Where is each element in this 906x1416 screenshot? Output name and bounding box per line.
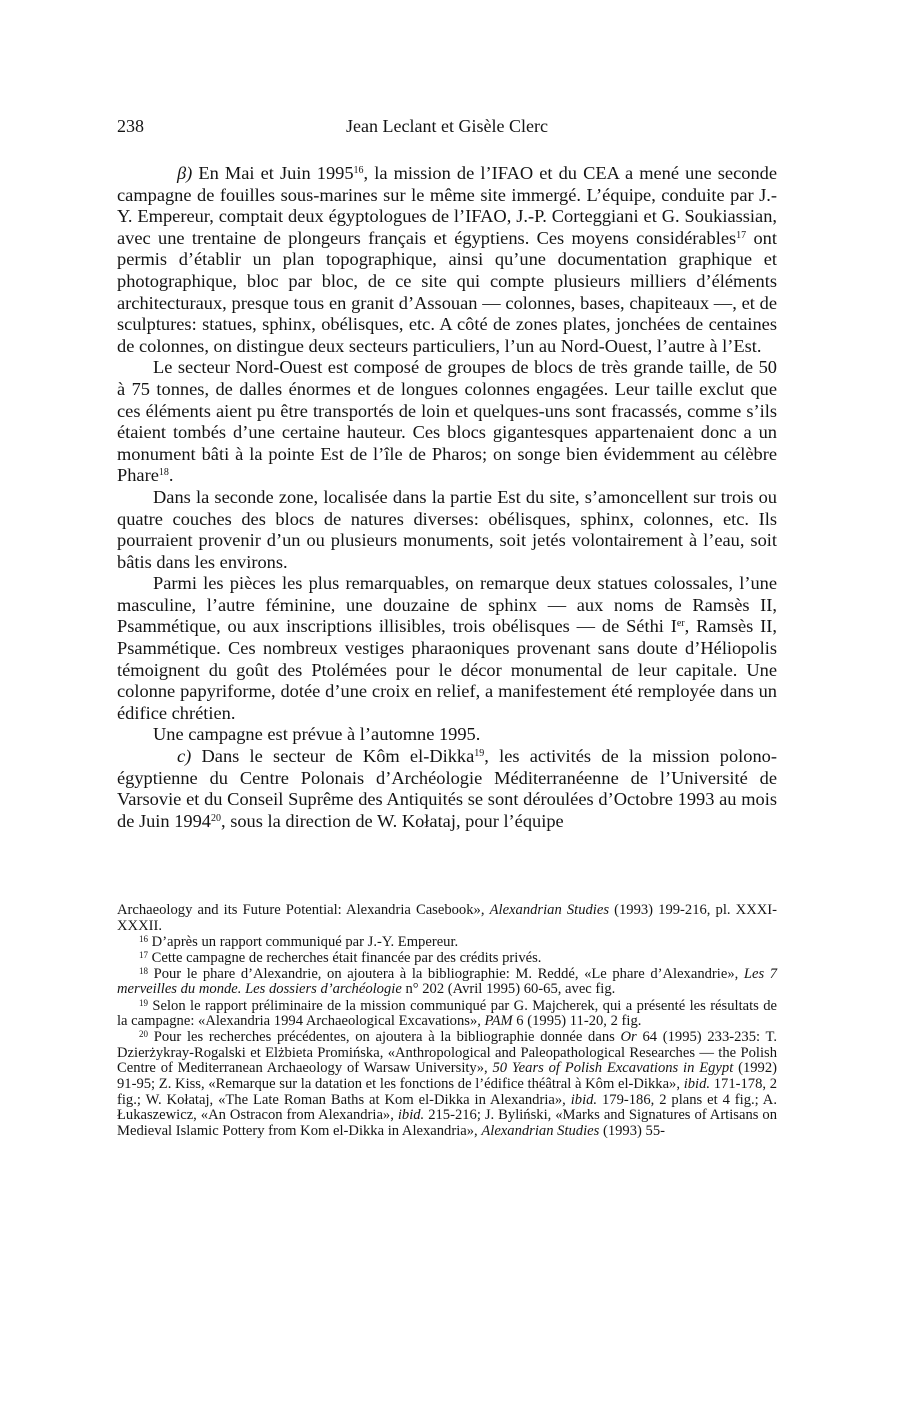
footnote-number: 19	[139, 997, 148, 1008]
paragraph-remarkable-pieces	[117, 573, 777, 724]
footnote-number: 20	[139, 1029, 148, 1040]
text-span: En Mai et Juin 1995	[192, 163, 354, 183]
text-span: 179-186, 2 plans et 4 fig.; A. Łukaszewicz, «An Ostracon from Alexandria»,	[117, 1091, 777, 1124]
paragraph-north-west	[117, 357, 777, 487]
paragraph-beta	[117, 163, 777, 357]
text-span: 64 (1995) 233-235: T. Dzierżykray-Rogalski et Elżbieta Promińska, «Anthropological and Paleopathological Researches — the Polish Centre of Mediterranean Archaeology of Warsaw University»,	[117, 1029, 777, 1077]
section-label: β)	[177, 163, 193, 183]
text-span: 171-178, 2 fig.; W. Kołataj, «The Late Roman Baths at Kom el-Dikka in Alexandria»,	[117, 1076, 777, 1108]
text-span: Le secteur Nord-Ouest est composé de groupes de blocs de très grande taille, de 50 à 75 tonnes, de dalles énormes et de longues colonnes engagées. Leur taille exclut que ces éléments aient pu être transportés de loin et quelques-uns sont fracassés, comme s’ils étaient tombés d’une certaine hauteur. Ces blocs gigantesques appartenaient donc a un monument bâti à la pointe Est de l’île de Pharos; on songe bien évidemment au célèbre Phare	[117, 357, 777, 486]
text-span: Parmi les pièces les plus remarquables, on remarque deux statues colossales, l’une masculine, l’autre féminine, une douzaine de sphinx — aux noms de Ramsès II, Psammétique, ou aux inscriptions illisibles, trois obélisques — de Séthi I	[117, 573, 777, 637]
italic-title: Les 7 merveilles du monde. Les dossiers d’archéologie	[117, 965, 777, 998]
paragraph-campaign: Une campagne est prévue à l’automne 1995.	[153, 724, 481, 745]
footnote-number: 18	[139, 965, 148, 976]
text-span: Dans le secteur de Kôm el-Dikka	[191, 746, 475, 767]
italic-title: ibid.	[683, 1076, 711, 1093]
text-span: Cette campagne de recherches était financée par des crédits privés.	[148, 949, 542, 966]
text-span: .	[168, 465, 174, 486]
superscript-er: er	[676, 618, 685, 630]
paragraph-second-zone: Dans la seconde zone, localisée dans la partie Est du site, s’amoncellent sur trois ou quatre couches des blocs de natures diverses: obélisques, sphinx, colonnes, etc. Ils pourraient provenir d’un ou plusieurs monuments, soit jetés volontairement à l’eau, soit bâtis dans les environs.	[117, 486, 777, 572]
main-text	[117, 163, 777, 832]
note-ref-19: 19	[474, 748, 485, 760]
section-label: c)	[177, 746, 192, 767]
text-span: 6 (1995) 11-20, 2 fig.	[512, 1013, 642, 1030]
page-header	[117, 116, 777, 140]
text-span: Pour le phare d’Alexandrie, on ajoutera à la bibliographie: M. Reddé, «Le phare d’Alexandrie»,	[148, 965, 744, 982]
text-span: , la mission de l’IFAO et du CEA a mené une seconde campagne de fouilles sous-marines sur le même site immergé. L’équipe, conduite par J.-Y. Empereur, comptait deux égyptologues de l’IFAO, J.-P. Corteggiani et G. Soukiassian, avec une trentaine de plongeurs français et égyptiens. Ces moyens considérables	[117, 163, 777, 248]
text-span: ont permis d’établir un plan topographique, ainsi qu’une documentation graphique et photographique, bloc par bloc, de ce site qui compte plusieurs milliers d’éléments architecturaux, presque tous en granit d’Assouan — colonnes, bases, chapiteaux —, et de sculptures: statues, sphinx, obélisques, etc. A côté de zones plates, jonchées de centaines de colonnes, on distingue deux secteurs particuliers, l’un au Nord-Ouest, l’autre à l’Est.	[117, 227, 777, 356]
text-span: n° 202 (Avril 1995) 60-65, avec fig.	[401, 981, 616, 998]
italic-title: ibid.	[397, 1107, 425, 1124]
text-span: Pour les recherches précédentes, on ajoutera à la bibliographie donnée dans	[148, 1029, 621, 1046]
text-span: , sous la direction de W. Kołataj, pour l’équipe	[221, 810, 564, 831]
footnote-number: 17	[139, 949, 148, 960]
italic-title: Alexandrian Studies	[489, 902, 610, 918]
footnote-16	[117, 935, 777, 951]
text-span: 215-216; J. Byliński, «Marks and Signatures of Artisans on Medieval Islamic Pottery from Kom el-Dikka in Alexandria»,	[117, 1107, 777, 1139]
text-span: Selon le rapport préliminaire de la mission communiqué par G. Majcherek, qui a présenté les résultats de la campagne: «Alexandria 1994 Archaeological Excavations»,	[117, 997, 777, 1030]
italic-title: Alexandrian Studies	[481, 1122, 600, 1139]
italic-title: ibid.	[570, 1091, 598, 1108]
note-ref-18: 18	[158, 467, 169, 479]
italic-title: PAM	[484, 1013, 513, 1030]
page-number: 238	[117, 116, 144, 136]
text-span: D’après un rapport communiqué par J.-Y. Empereur.	[148, 933, 459, 950]
note-ref-17: 17	[736, 229, 747, 241]
note-ref-20: 20	[211, 812, 221, 824]
text-span: Archaeology and its Future Potential: Alexandria Casebook»,	[117, 902, 490, 918]
text-span: (1993) 55-	[599, 1122, 665, 1139]
footnote-number: 16	[139, 933, 148, 944]
running-title: Jean Leclant et Gisèle Clerc	[346, 116, 548, 136]
note-ref-16: 16	[353, 165, 364, 176]
text-span: , Ramsès II, Psammétique. Ces nombreux vestiges pharaoniques provenant sans doute d’Héliopolis témoignent du goût des Ptolémées pour le décor monumental de leur capitale. Une colonne papyriforme, dotée d’une croix en relief, a manifestement été remployée dans un édifice chrétien.	[117, 616, 777, 723]
text-span: , les activités de la mission polono-égyptienne du Centre Polonais d’Archéologie Méditerranéenne de l’Université de Varsovie et du Conseil Suprême des Antiquités se sont déroulées d’Octobre 1993 au mois de Juin 1994	[117, 746, 777, 831]
footnote-17	[117, 951, 777, 967]
paragraph-kom-el-dikka	[117, 746, 777, 832]
italic-title: 50 Years of Polish Excavations in Egypt	[492, 1060, 734, 1077]
footnote-19	[117, 999, 777, 1030]
footnote-continuation	[117, 903, 777, 934]
text-span: (1993) 199-216, pl. XXXI-XXXII.	[117, 902, 777, 934]
italic-title: Or	[620, 1029, 637, 1046]
footnotes	[117, 903, 777, 1140]
footnote-20	[117, 1030, 777, 1139]
text-span: (1992) 91-95; Z. Kiss, «Remarque sur la datation et les fonctions de l’édifice théâtral à Kôm el-Dikka»,	[117, 1060, 777, 1093]
footnote-18	[117, 967, 777, 998]
